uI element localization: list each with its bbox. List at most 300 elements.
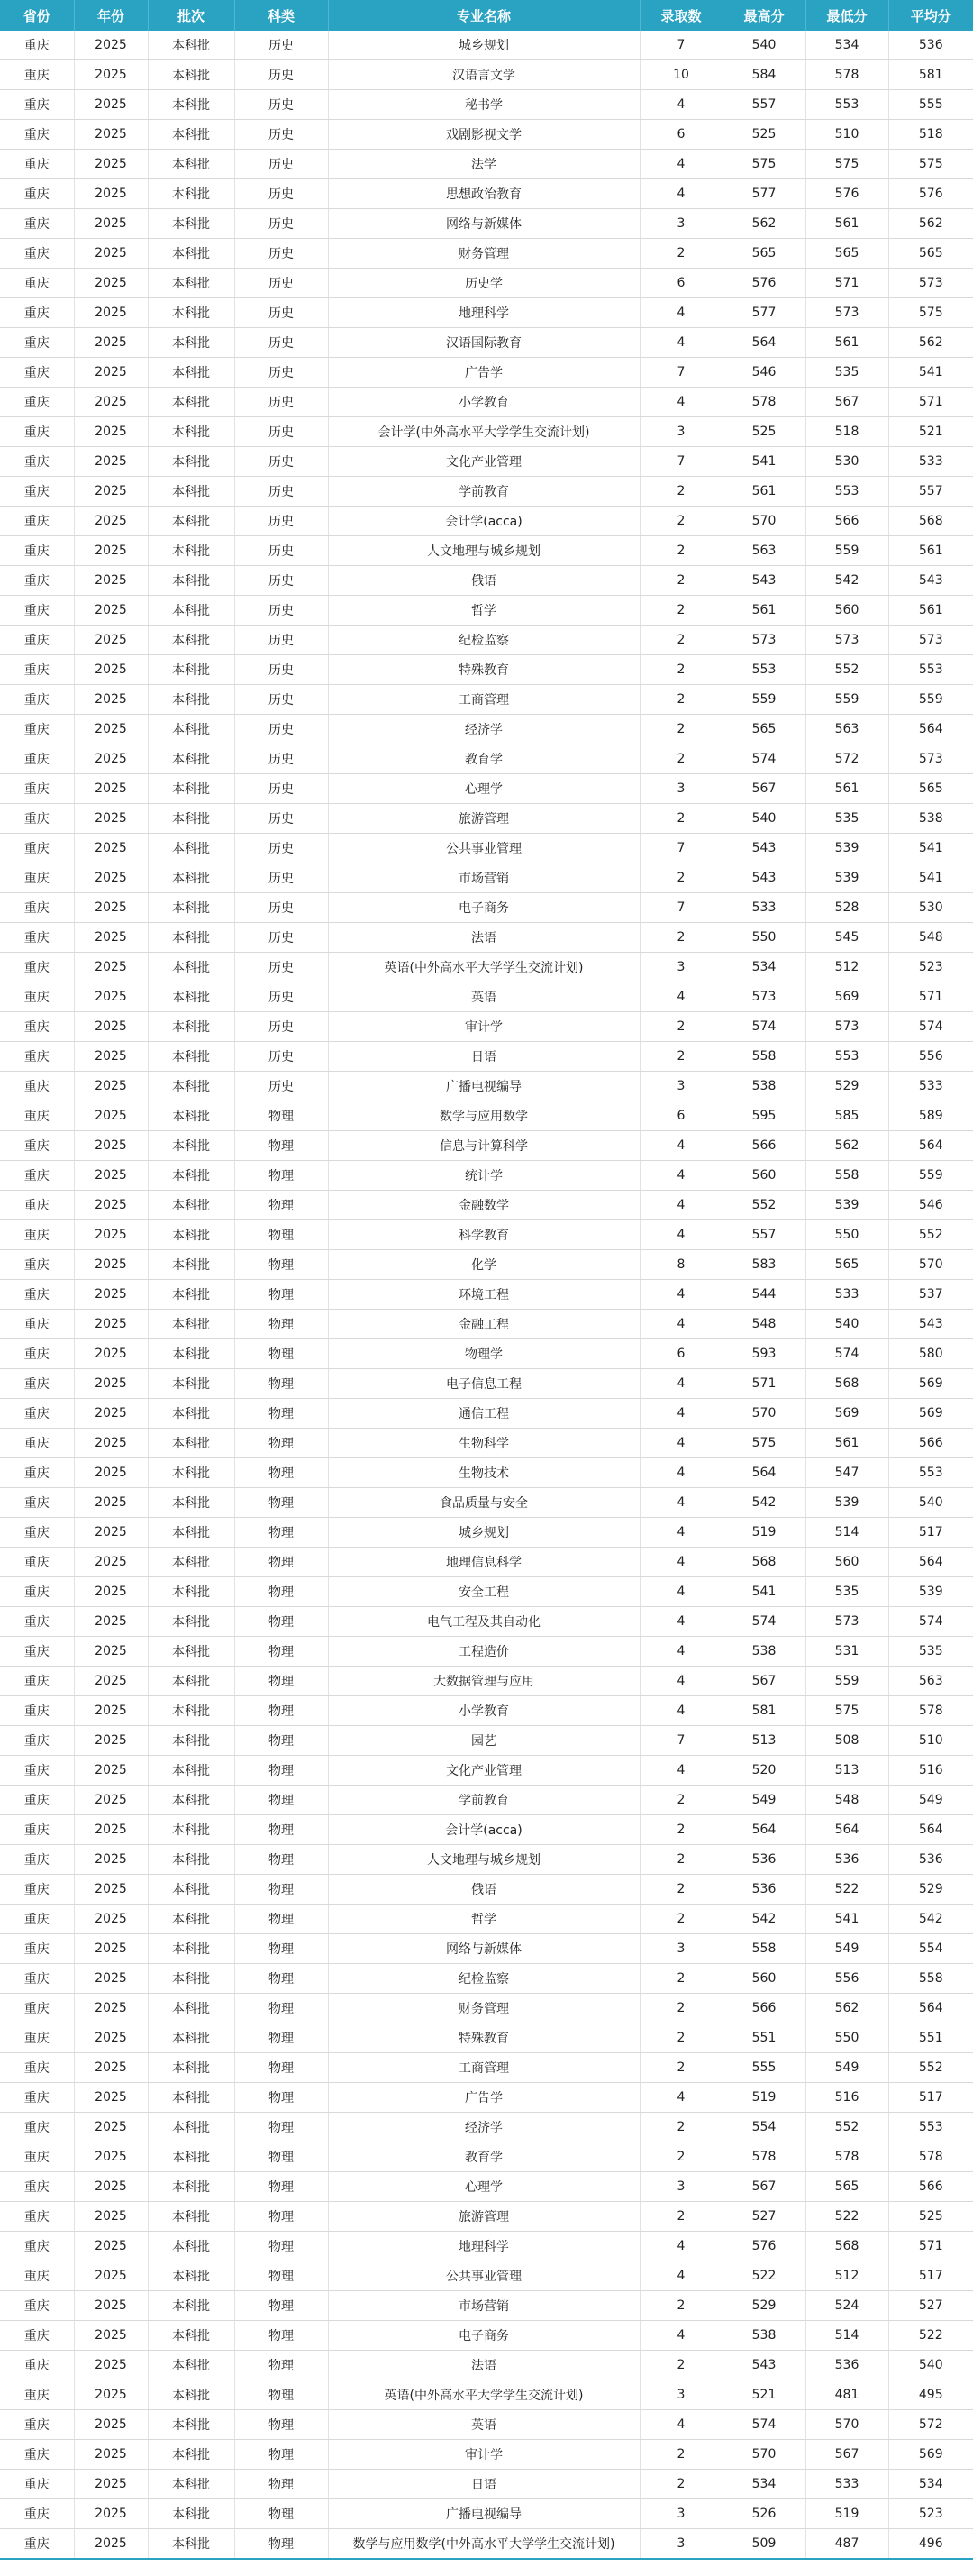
cell-batch: 本科批 (148, 2470, 234, 2499)
cell-major-name: 化学 (328, 1250, 640, 1280)
cell-province: 重庆 (0, 31, 74, 60)
cell-admitted-count: 3 (640, 417, 723, 447)
cell-lowest-score: 539 (805, 1191, 888, 1220)
table-row (0, 923, 973, 953)
cell-lowest-score: 570 (805, 2410, 888, 2440)
cell-major-name: 文化产业管理 (328, 447, 640, 477)
table-row (0, 239, 973, 269)
cell-province: 重庆 (0, 239, 74, 269)
cell-lowest-score: 553 (805, 477, 888, 507)
cell-average-score: 496 (888, 2529, 973, 2560)
cell-admitted-count: 2 (640, 1845, 723, 1875)
cell-lowest-score: 512 (805, 2261, 888, 2291)
cell-batch: 本科批 (148, 1458, 234, 1488)
cell-highest-score: 575 (723, 150, 805, 179)
cell-year: 2025 (74, 1667, 148, 1696)
cell-subject-category: 历史 (234, 150, 328, 179)
cell-major-name: 俄语 (328, 1875, 640, 1905)
cell-subject-category: 历史 (234, 655, 328, 685)
cell-major-name: 物理学 (328, 1339, 640, 1369)
table-body (0, 31, 973, 2559)
cell-year: 2025 (74, 834, 148, 863)
cell-year: 2025 (74, 269, 148, 298)
cell-admitted-count: 2 (640, 2142, 723, 2172)
cell-average-score: 570 (888, 1250, 973, 1280)
cell-highest-score: 555 (723, 2053, 805, 2083)
cell-year: 2025 (74, 804, 148, 834)
cell-admitted-count: 4 (640, 1548, 723, 1577)
cell-batch: 本科批 (148, 507, 234, 536)
cell-subject-category: 物理 (234, 1399, 328, 1429)
cell-lowest-score: 528 (805, 893, 888, 923)
cell-major-name: 科学教育 (328, 1220, 640, 1250)
table-row (0, 774, 973, 804)
cell-subject-category: 物理 (234, 1756, 328, 1786)
cell-year: 2025 (74, 596, 148, 626)
cell-year: 2025 (74, 2321, 148, 2351)
cell-highest-score: 575 (723, 1429, 805, 1458)
cell-year: 2025 (74, 1786, 148, 1815)
cell-lowest-score: 516 (805, 2083, 888, 2113)
cell-year: 2025 (74, 1012, 148, 1042)
cell-province: 重庆 (0, 2083, 74, 2113)
cell-highest-score: 550 (723, 923, 805, 953)
cell-subject-category: 物理 (234, 1577, 328, 1607)
cell-admitted-count: 2 (640, 2202, 723, 2232)
cell-year: 2025 (74, 2083, 148, 2113)
cell-lowest-score: 564 (805, 1815, 888, 1845)
cell-highest-score: 553 (723, 655, 805, 685)
cell-province: 重庆 (0, 2202, 74, 2232)
cell-lowest-score: 558 (805, 1161, 888, 1191)
cell-year: 2025 (74, 507, 148, 536)
cell-major-name: 英语(中外高水平大学学生交流计划) (328, 953, 640, 982)
cell-year: 2025 (74, 2380, 148, 2410)
cell-batch: 本科批 (148, 2321, 234, 2351)
cell-admitted-count: 4 (640, 2083, 723, 2113)
cell-batch: 本科批 (148, 1310, 234, 1339)
cell-province: 重庆 (0, 1875, 74, 1905)
table-row (0, 1518, 973, 1548)
cell-subject-category: 历史 (234, 626, 328, 655)
header-average-score: 平均分 (888, 0, 973, 31)
cell-subject-category: 物理 (234, 2470, 328, 2499)
cell-major-name: 广播电视编导 (328, 2499, 640, 2529)
cell-province: 重庆 (0, 120, 74, 150)
cell-subject-category: 物理 (234, 1786, 328, 1815)
cell-subject-category: 物理 (234, 2232, 328, 2261)
cell-admitted-count: 4 (640, 1637, 723, 1667)
table-row (0, 744, 973, 774)
cell-average-score: 571 (888, 982, 973, 1012)
cell-year: 2025 (74, 1280, 148, 1310)
cell-highest-score: 551 (723, 2023, 805, 2053)
cell-average-score: 510 (888, 1726, 973, 1756)
cell-major-name: 生物科学 (328, 1429, 640, 1458)
cell-batch: 本科批 (148, 1875, 234, 1905)
cell-batch: 本科批 (148, 744, 234, 774)
cell-lowest-score: 519 (805, 2499, 888, 2529)
cell-year: 2025 (74, 90, 148, 120)
cell-major-name: 审计学 (328, 1012, 640, 1042)
cell-subject-category: 物理 (234, 1280, 328, 1310)
cell-lowest-score: 559 (805, 685, 888, 715)
cell-lowest-score: 565 (805, 239, 888, 269)
cell-highest-score: 564 (723, 328, 805, 358)
cell-admitted-count: 2 (640, 2113, 723, 2142)
cell-major-name: 园艺 (328, 1726, 640, 1756)
cell-average-score: 537 (888, 1280, 973, 1310)
cell-major-name: 大数据管理与应用 (328, 1667, 640, 1696)
cell-lowest-score: 512 (805, 953, 888, 982)
cell-admitted-count: 3 (640, 774, 723, 804)
cell-major-name: 统计学 (328, 1161, 640, 1191)
cell-batch: 本科批 (148, 1131, 234, 1161)
cell-average-score: 581 (888, 60, 973, 90)
table-row (0, 1101, 973, 1131)
cell-highest-score: 574 (723, 1607, 805, 1637)
cell-highest-score: 566 (723, 1131, 805, 1161)
table-row (0, 2053, 973, 2083)
cell-batch: 本科批 (148, 834, 234, 863)
cell-admitted-count: 2 (640, 685, 723, 715)
cell-major-name: 金融工程 (328, 1310, 640, 1339)
cell-major-name: 会计学(中外高水平大学学生交流计划) (328, 417, 640, 447)
cell-province: 重庆 (0, 1994, 74, 2023)
cell-year: 2025 (74, 953, 148, 982)
cell-lowest-score: 573 (805, 1012, 888, 1042)
cell-lowest-score: 533 (805, 2470, 888, 2499)
cell-lowest-score: 539 (805, 834, 888, 863)
cell-year: 2025 (74, 477, 148, 507)
cell-admitted-count: 7 (640, 834, 723, 863)
cell-admitted-count: 3 (640, 953, 723, 982)
cell-subject-category: 物理 (234, 1310, 328, 1339)
cell-lowest-score: 556 (805, 1964, 888, 1994)
cell-year: 2025 (74, 179, 148, 209)
cell-lowest-score: 541 (805, 1905, 888, 1934)
cell-admitted-count: 4 (640, 179, 723, 209)
cell-batch: 本科批 (148, 2053, 234, 2083)
cell-major-name: 数学与应用数学(中外高水平大学学生交流计划) (328, 2529, 640, 2560)
cell-province: 重庆 (0, 1191, 74, 1220)
cell-province: 重庆 (0, 1696, 74, 1726)
cell-lowest-score: 545 (805, 923, 888, 953)
cell-highest-score: 542 (723, 1488, 805, 1518)
cell-average-score: 559 (888, 1161, 973, 1191)
cell-batch: 本科批 (148, 388, 234, 417)
cell-major-name: 安全工程 (328, 1577, 640, 1607)
cell-admitted-count: 2 (640, 2470, 723, 2499)
cell-province: 重庆 (0, 2023, 74, 2053)
cell-province: 重庆 (0, 1369, 74, 1399)
cell-average-score: 580 (888, 1339, 973, 1369)
cell-average-score: 527 (888, 2291, 973, 2321)
cell-subject-category: 历史 (234, 923, 328, 953)
cell-highest-score: 538 (723, 1072, 805, 1101)
table-row (0, 209, 973, 239)
cell-highest-score: 577 (723, 298, 805, 328)
cell-year: 2025 (74, 1905, 148, 1934)
cell-highest-score: 574 (723, 744, 805, 774)
table-row (0, 1429, 973, 1458)
cell-lowest-score: 553 (805, 1042, 888, 1072)
cell-year: 2025 (74, 2142, 148, 2172)
cell-average-score: 558 (888, 1964, 973, 1994)
cell-lowest-score: 530 (805, 447, 888, 477)
cell-highest-score: 544 (723, 1280, 805, 1310)
cell-year: 2025 (74, 1042, 148, 1072)
cell-subject-category: 历史 (234, 328, 328, 358)
cell-batch: 本科批 (148, 1191, 234, 1220)
cell-year: 2025 (74, 2410, 148, 2440)
cell-year: 2025 (74, 982, 148, 1012)
table-row (0, 655, 973, 685)
cell-admitted-count: 6 (640, 1101, 723, 1131)
cell-lowest-score: 536 (805, 1845, 888, 1875)
cell-lowest-score: 573 (805, 298, 888, 328)
cell-subject-category: 历史 (234, 239, 328, 269)
cell-subject-category: 物理 (234, 1488, 328, 1518)
cell-year: 2025 (74, 685, 148, 715)
cell-major-name: 生物技术 (328, 1458, 640, 1488)
cell-province: 重庆 (0, 863, 74, 893)
cell-admitted-count: 4 (640, 2232, 723, 2261)
cell-year: 2025 (74, 715, 148, 744)
cell-year: 2025 (74, 2202, 148, 2232)
cell-province: 重庆 (0, 1042, 74, 1072)
table-row (0, 417, 973, 447)
cell-average-score: 578 (888, 2142, 973, 2172)
table-row (0, 1131, 973, 1161)
cell-major-name: 电气工程及其自动化 (328, 1607, 640, 1637)
cell-highest-score: 564 (723, 1815, 805, 1845)
cell-batch: 本科批 (148, 1250, 234, 1280)
cell-average-score: 589 (888, 1101, 973, 1131)
cell-admitted-count: 4 (640, 1399, 723, 1429)
cell-admitted-count: 6 (640, 1339, 723, 1369)
cell-major-name: 特殊教育 (328, 2023, 640, 2053)
cell-province: 重庆 (0, 298, 74, 328)
cell-lowest-score: 553 (805, 90, 888, 120)
cell-province: 重庆 (0, 2261, 74, 2291)
cell-highest-score: 543 (723, 566, 805, 596)
cell-batch: 本科批 (148, 358, 234, 388)
cell-average-score: 562 (888, 328, 973, 358)
cell-admitted-count: 2 (640, 804, 723, 834)
table-row (0, 31, 973, 60)
cell-batch: 本科批 (148, 1518, 234, 1548)
cell-year: 2025 (74, 2023, 148, 2053)
cell-batch: 本科批 (148, 1429, 234, 1458)
cell-admitted-count: 2 (640, 1815, 723, 1845)
cell-year: 2025 (74, 2113, 148, 2142)
cell-subject-category: 历史 (234, 774, 328, 804)
table-row (0, 1786, 973, 1815)
cell-province: 重庆 (0, 893, 74, 923)
cell-admitted-count: 2 (640, 2440, 723, 2470)
cell-highest-score: 557 (723, 1220, 805, 1250)
cell-admitted-count: 2 (640, 507, 723, 536)
cell-province: 重庆 (0, 1815, 74, 1845)
cell-province: 重庆 (0, 804, 74, 834)
cell-highest-score: 557 (723, 90, 805, 120)
cell-major-name: 日语 (328, 1042, 640, 1072)
cell-lowest-score: 569 (805, 1399, 888, 1429)
cell-subject-category: 物理 (234, 2202, 328, 2232)
table-row (0, 1161, 973, 1191)
table-row (0, 2023, 973, 2053)
cell-batch: 本科批 (148, 982, 234, 1012)
cell-major-name: 日语 (328, 2470, 640, 2499)
cell-subject-category: 物理 (234, 1220, 328, 1250)
cell-lowest-score: 539 (805, 863, 888, 893)
cell-major-name: 广播电视编导 (328, 1072, 640, 1101)
cell-average-score: 553 (888, 655, 973, 685)
cell-year: 2025 (74, 2351, 148, 2380)
table-row (0, 1726, 973, 1756)
cell-subject-category: 物理 (234, 2410, 328, 2440)
cell-batch: 本科批 (148, 1101, 234, 1131)
cell-admitted-count: 2 (640, 536, 723, 566)
cell-year: 2025 (74, 2261, 148, 2291)
table-row (0, 982, 973, 1012)
cell-highest-score: 562 (723, 209, 805, 239)
table-row (0, 90, 973, 120)
cell-year: 2025 (74, 447, 148, 477)
cell-batch: 本科批 (148, 2202, 234, 2232)
cell-major-name: 电子商务 (328, 2321, 640, 2351)
cell-average-score: 530 (888, 893, 973, 923)
cell-year: 2025 (74, 1607, 148, 1637)
cell-major-name: 工商管理 (328, 685, 640, 715)
cell-average-score: 573 (888, 269, 973, 298)
cell-province: 重庆 (0, 1756, 74, 1786)
cell-batch: 本科批 (148, 2113, 234, 2142)
cell-major-name: 城乡规划 (328, 1518, 640, 1548)
cell-lowest-score: 566 (805, 507, 888, 536)
cell-batch: 本科批 (148, 31, 234, 60)
cell-lowest-score: 508 (805, 1726, 888, 1756)
cell-highest-score: 593 (723, 1339, 805, 1369)
cell-major-name: 数学与应用数学 (328, 1101, 640, 1131)
cell-year: 2025 (74, 2470, 148, 2499)
header-admitted-count: 录取数 (640, 0, 723, 31)
cell-average-score: 534 (888, 2470, 973, 2499)
cell-province: 重庆 (0, 1161, 74, 1191)
table-row (0, 2351, 973, 2380)
cell-major-name: 心理学 (328, 774, 640, 804)
cell-admitted-count: 4 (640, 2410, 723, 2440)
cell-batch: 本科批 (148, 685, 234, 715)
cell-highest-score: 519 (723, 2083, 805, 2113)
cell-lowest-score: 550 (805, 2023, 888, 2053)
cell-year: 2025 (74, 60, 148, 90)
cell-lowest-score: 549 (805, 1934, 888, 1964)
cell-lowest-score: 542 (805, 566, 888, 596)
cell-average-score: 554 (888, 1934, 973, 1964)
cell-subject-category: 历史 (234, 31, 328, 60)
cell-province: 重庆 (0, 1667, 74, 1696)
cell-batch: 本科批 (148, 2261, 234, 2291)
cell-batch: 本科批 (148, 417, 234, 447)
cell-average-score: 565 (888, 239, 973, 269)
cell-province: 重庆 (0, 507, 74, 536)
cell-batch: 本科批 (148, 209, 234, 239)
cell-highest-score: 546 (723, 358, 805, 388)
cell-year: 2025 (74, 209, 148, 239)
cell-province: 重庆 (0, 2440, 74, 2470)
cell-batch: 本科批 (148, 655, 234, 685)
cell-admitted-count: 2 (640, 239, 723, 269)
cell-major-name: 经济学 (328, 2113, 640, 2142)
cell-average-score: 540 (888, 2351, 973, 2380)
cell-province: 重庆 (0, 2351, 74, 2380)
cell-major-name: 学前教育 (328, 477, 640, 507)
cell-subject-category: 物理 (234, 2291, 328, 2321)
cell-admitted-count: 4 (640, 1458, 723, 1488)
cell-batch: 本科批 (148, 715, 234, 744)
cell-average-score: 529 (888, 1875, 973, 1905)
cell-subject-category: 物理 (234, 1964, 328, 1994)
cell-batch: 本科批 (148, 1607, 234, 1637)
cell-batch: 本科批 (148, 2440, 234, 2470)
cell-batch: 本科批 (148, 2232, 234, 2261)
cell-average-score: 518 (888, 120, 973, 150)
cell-province: 重庆 (0, 1964, 74, 1994)
cell-admitted-count: 2 (640, 2351, 723, 2380)
cell-subject-category: 物理 (234, 1191, 328, 1220)
cell-highest-score: 571 (723, 1369, 805, 1399)
cell-batch: 本科批 (148, 1072, 234, 1101)
cell-subject-category: 历史 (234, 447, 328, 477)
cell-lowest-score: 561 (805, 774, 888, 804)
cell-batch: 本科批 (148, 447, 234, 477)
cell-province: 重庆 (0, 2470, 74, 2499)
cell-highest-score: 574 (723, 2410, 805, 2440)
cell-highest-score: 563 (723, 536, 805, 566)
cell-year: 2025 (74, 1399, 148, 1429)
cell-admitted-count: 4 (640, 1161, 723, 1191)
cell-major-name: 经济学 (328, 715, 640, 744)
cell-year: 2025 (74, 1250, 148, 1280)
cell-year: 2025 (74, 863, 148, 893)
cell-average-score: 517 (888, 1518, 973, 1548)
cell-year: 2025 (74, 2440, 148, 2470)
cell-highest-score: 574 (723, 1012, 805, 1042)
cell-highest-score: 552 (723, 1191, 805, 1220)
cell-major-name: 汉语国际教育 (328, 328, 640, 358)
cell-subject-category: 历史 (234, 298, 328, 328)
cell-batch: 本科批 (148, 1696, 234, 1726)
cell-admitted-count: 7 (640, 1726, 723, 1756)
cell-admitted-count: 2 (640, 1994, 723, 2023)
cell-batch: 本科批 (148, 1399, 234, 1429)
cell-batch: 本科批 (148, 2291, 234, 2321)
cell-lowest-score: 578 (805, 2142, 888, 2172)
table-row (0, 388, 973, 417)
cell-subject-category: 历史 (234, 1072, 328, 1101)
table-row (0, 2172, 973, 2202)
table-row (0, 2440, 973, 2470)
cell-batch: 本科批 (148, 1726, 234, 1756)
cell-major-name: 历史学 (328, 269, 640, 298)
cell-province: 重庆 (0, 1845, 74, 1875)
cell-subject-category: 历史 (234, 1042, 328, 1072)
cell-province: 重庆 (0, 1905, 74, 1934)
cell-lowest-score: 571 (805, 269, 888, 298)
cell-highest-score: 558 (723, 1934, 805, 1964)
